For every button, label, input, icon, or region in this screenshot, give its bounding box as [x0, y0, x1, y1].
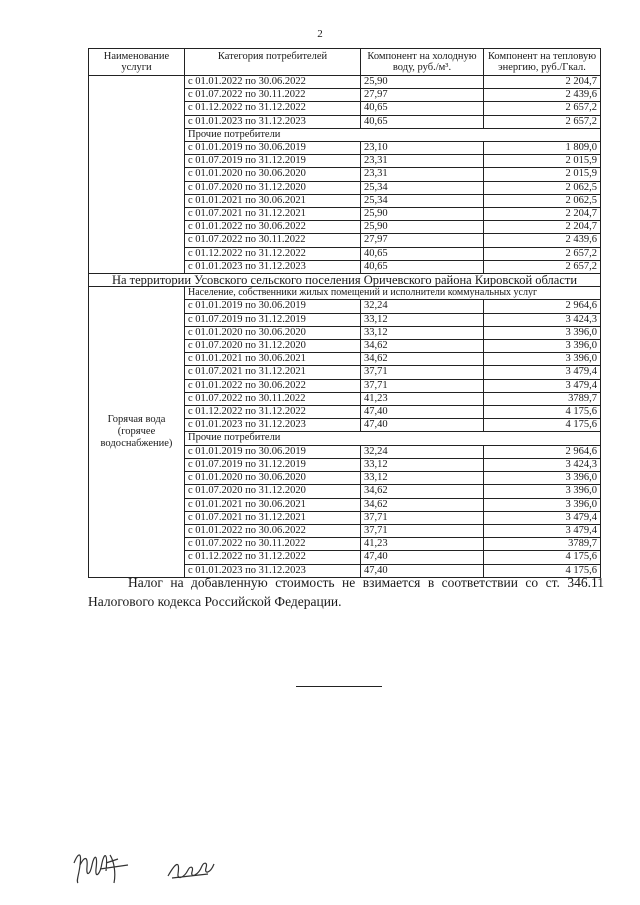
- heat-energy-cell: 3 396,0: [484, 498, 601, 511]
- header-heat: Компонент на тепловую энергию, руб./Гкал.: [484, 49, 601, 76]
- period-cell: с 01.07.2021 по 31.12.2021: [185, 208, 361, 221]
- cold-water-cell: 40,65: [361, 115, 484, 128]
- heat-energy-cell: 3 396,0: [484, 472, 601, 485]
- cold-water-cell: 27,97: [361, 234, 484, 247]
- heat-energy-cell: 2 657,2: [484, 260, 601, 273]
- period-cell: с 01.01.2019 по 30.06.2019: [185, 142, 361, 155]
- cold-water-cell: 47,40: [361, 406, 484, 419]
- heat-energy-cell: 3 424,3: [484, 458, 601, 471]
- category-label: Прочие потребители: [185, 432, 601, 445]
- period-cell: с 01.07.2022 по 30.11.2022: [185, 392, 361, 405]
- header-cold: Компонент на холодную воду, руб./м³.: [361, 49, 484, 76]
- cold-water-cell: 33,12: [361, 313, 484, 326]
- cold-water-cell: 27,97: [361, 89, 484, 102]
- period-cell: с 01.01.2021 по 30.06.2021: [185, 353, 361, 366]
- heat-energy-cell: 2 439,6: [484, 234, 601, 247]
- period-cell: с 01.07.2020 по 31.12.2020: [185, 485, 361, 498]
- period-cell: с 01.07.2019 по 31.12.2019: [185, 155, 361, 168]
- period-cell: с 01.07.2019 по 31.12.2019: [185, 313, 361, 326]
- heat-energy-cell: 3 396,0: [484, 340, 601, 353]
- cold-water-cell: 25,90: [361, 76, 484, 89]
- cold-water-cell: 47,40: [361, 419, 484, 432]
- heat-energy-cell: 4 175,6: [484, 551, 601, 564]
- heat-energy-cell: 3 396,0: [484, 485, 601, 498]
- cold-water-cell: 23,31: [361, 155, 484, 168]
- tariff-table: [88, 48, 601, 578]
- heat-energy-cell: 3 479,4: [484, 379, 601, 392]
- table-row: [89, 76, 601, 89]
- period-cell: с 01.01.2022 по 30.06.2022: [185, 76, 361, 89]
- header-row: [89, 49, 601, 76]
- period-cell: с 01.07.2022 по 30.11.2022: [185, 538, 361, 551]
- heat-energy-cell: 2 657,2: [484, 115, 601, 128]
- cold-water-cell: 23,31: [361, 168, 484, 181]
- period-cell: с 01.01.2023 по 31.12.2023: [185, 115, 361, 128]
- cold-water-cell: 34,62: [361, 340, 484, 353]
- heat-energy-cell: 4 175,6: [484, 564, 601, 577]
- heat-energy-cell: 3 424,3: [484, 313, 601, 326]
- heat-energy-cell: 3 479,4: [484, 366, 601, 379]
- signature-right: [162, 856, 218, 882]
- heat-energy-cell: 2 015,9: [484, 168, 601, 181]
- heat-energy-cell: 4 175,6: [484, 419, 601, 432]
- period-cell: с 01.01.2023 по 31.12.2023: [185, 419, 361, 432]
- period-cell: с 01.01.2020 по 30.06.2020: [185, 168, 361, 181]
- cold-water-cell: 23,10: [361, 142, 484, 155]
- heat-energy-cell: 3789,7: [484, 538, 601, 551]
- cold-water-cell: 32,24: [361, 445, 484, 458]
- cold-water-cell: 33,12: [361, 326, 484, 339]
- period-cell: с 01.01.2023 по 31.12.2023: [185, 564, 361, 577]
- separator-line: [296, 686, 382, 687]
- cold-water-cell: 40,65: [361, 102, 484, 115]
- heat-energy-cell: 2 964,6: [484, 445, 601, 458]
- period-cell: с 01.12.2022 по 31.12.2022: [185, 102, 361, 115]
- period-cell: с 01.12.2022 по 31.12.2022: [185, 406, 361, 419]
- period-cell: с 01.01.2023 по 31.12.2023: [185, 260, 361, 273]
- territory-heading: На территории Усовского сельского поселения Оричевского района Кировской области: [89, 274, 601, 287]
- heat-energy-cell: 3 479,4: [484, 524, 601, 537]
- cold-water-cell: 47,40: [361, 564, 484, 577]
- cold-water-cell: 41,23: [361, 538, 484, 551]
- category-label: Прочие потребители: [185, 128, 601, 141]
- cold-water-cell: 40,65: [361, 247, 484, 260]
- category-row: [89, 287, 601, 300]
- period-cell: с 01.07.2022 по 30.11.2022: [185, 234, 361, 247]
- period-cell: с 01.01.2021 по 30.06.2021: [185, 498, 361, 511]
- cold-water-cell: 25,90: [361, 208, 484, 221]
- period-cell: с 01.01.2019 по 30.06.2019: [185, 445, 361, 458]
- heat-energy-cell: 2 657,2: [484, 247, 601, 260]
- heat-energy-cell: 2 964,6: [484, 300, 601, 313]
- territory-row: [89, 274, 601, 287]
- category-label: Население, собственники жилых помещений и исполнители коммунальных услуг: [185, 287, 601, 300]
- cold-water-cell: 25,34: [361, 194, 484, 207]
- period-cell: с 01.01.2021 по 30.06.2021: [185, 194, 361, 207]
- cold-water-cell: 25,90: [361, 221, 484, 234]
- heat-energy-cell: 1 809,0: [484, 142, 601, 155]
- cold-water-cell: 37,71: [361, 379, 484, 392]
- cold-water-cell: 34,62: [361, 498, 484, 511]
- heat-energy-cell: 2 657,2: [484, 102, 601, 115]
- period-cell: с 01.07.2020 по 31.12.2020: [185, 181, 361, 194]
- heat-energy-cell: 3789,7: [484, 392, 601, 405]
- cold-water-cell: 37,71: [361, 511, 484, 524]
- heat-energy-cell: 2 204,7: [484, 76, 601, 89]
- cold-water-cell: 37,71: [361, 524, 484, 537]
- header-service: Наименование услуги: [89, 49, 185, 76]
- period-cell: с 01.01.2020 по 30.06.2020: [185, 472, 361, 485]
- cold-water-cell: 41,23: [361, 392, 484, 405]
- period-cell: с 01.01.2019 по 30.06.2019: [185, 300, 361, 313]
- period-cell: с 01.12.2022 по 31.12.2022: [185, 551, 361, 564]
- cold-water-cell: 33,12: [361, 458, 484, 471]
- heat-energy-cell: 2 204,7: [484, 208, 601, 221]
- cold-water-cell: 33,12: [361, 472, 484, 485]
- heat-energy-cell: 2 204,7: [484, 221, 601, 234]
- heat-energy-cell: 2 062,5: [484, 194, 601, 207]
- cold-water-cell: 34,62: [361, 353, 484, 366]
- service-cell-continued: [89, 76, 185, 274]
- cold-water-cell: 32,24: [361, 300, 484, 313]
- cold-water-cell: 34,62: [361, 485, 484, 498]
- period-cell: с 01.07.2020 по 31.12.2020: [185, 340, 361, 353]
- vat-footnote: Налог на добавленную стоимость не взимается в соответствии со ст. 346.11 Налогового кодекса Российской Федерации.: [88, 575, 604, 609]
- signature-left: [70, 845, 140, 887]
- period-cell: с 01.07.2022 по 30.11.2022: [185, 89, 361, 102]
- period-cell: с 01.07.2021 по 31.12.2021: [185, 511, 361, 524]
- heat-energy-cell: 2 439,6: [484, 89, 601, 102]
- cold-water-cell: 40,65: [361, 260, 484, 273]
- cold-water-cell: 25,34: [361, 181, 484, 194]
- period-cell: с 01.01.2022 по 30.06.2022: [185, 221, 361, 234]
- heat-energy-cell: 2 015,9: [484, 155, 601, 168]
- heat-energy-cell: 2 062,5: [484, 181, 601, 194]
- heat-energy-cell: 4 175,6: [484, 406, 601, 419]
- period-cell: с 01.07.2021 по 31.12.2021: [185, 366, 361, 379]
- header-category: Категория потребителей: [185, 49, 361, 76]
- period-cell: с 01.12.2022 по 31.12.2022: [185, 247, 361, 260]
- period-cell: с 01.01.2022 по 30.06.2022: [185, 524, 361, 537]
- cold-water-cell: 47,40: [361, 551, 484, 564]
- service-name-hot-water: Горячая вода (горячее водоснабжение): [89, 287, 185, 577]
- period-cell: с 01.01.2020 по 30.06.2020: [185, 326, 361, 339]
- cold-water-cell: 37,71: [361, 366, 484, 379]
- heat-energy-cell: 3 396,0: [484, 353, 601, 366]
- period-cell: с 01.01.2022 по 30.06.2022: [185, 379, 361, 392]
- period-cell: с 01.07.2019 по 31.12.2019: [185, 458, 361, 471]
- heat-energy-cell: 3 479,4: [484, 511, 601, 524]
- page-number: 2: [317, 28, 323, 40]
- heat-energy-cell: 3 396,0: [484, 326, 601, 339]
